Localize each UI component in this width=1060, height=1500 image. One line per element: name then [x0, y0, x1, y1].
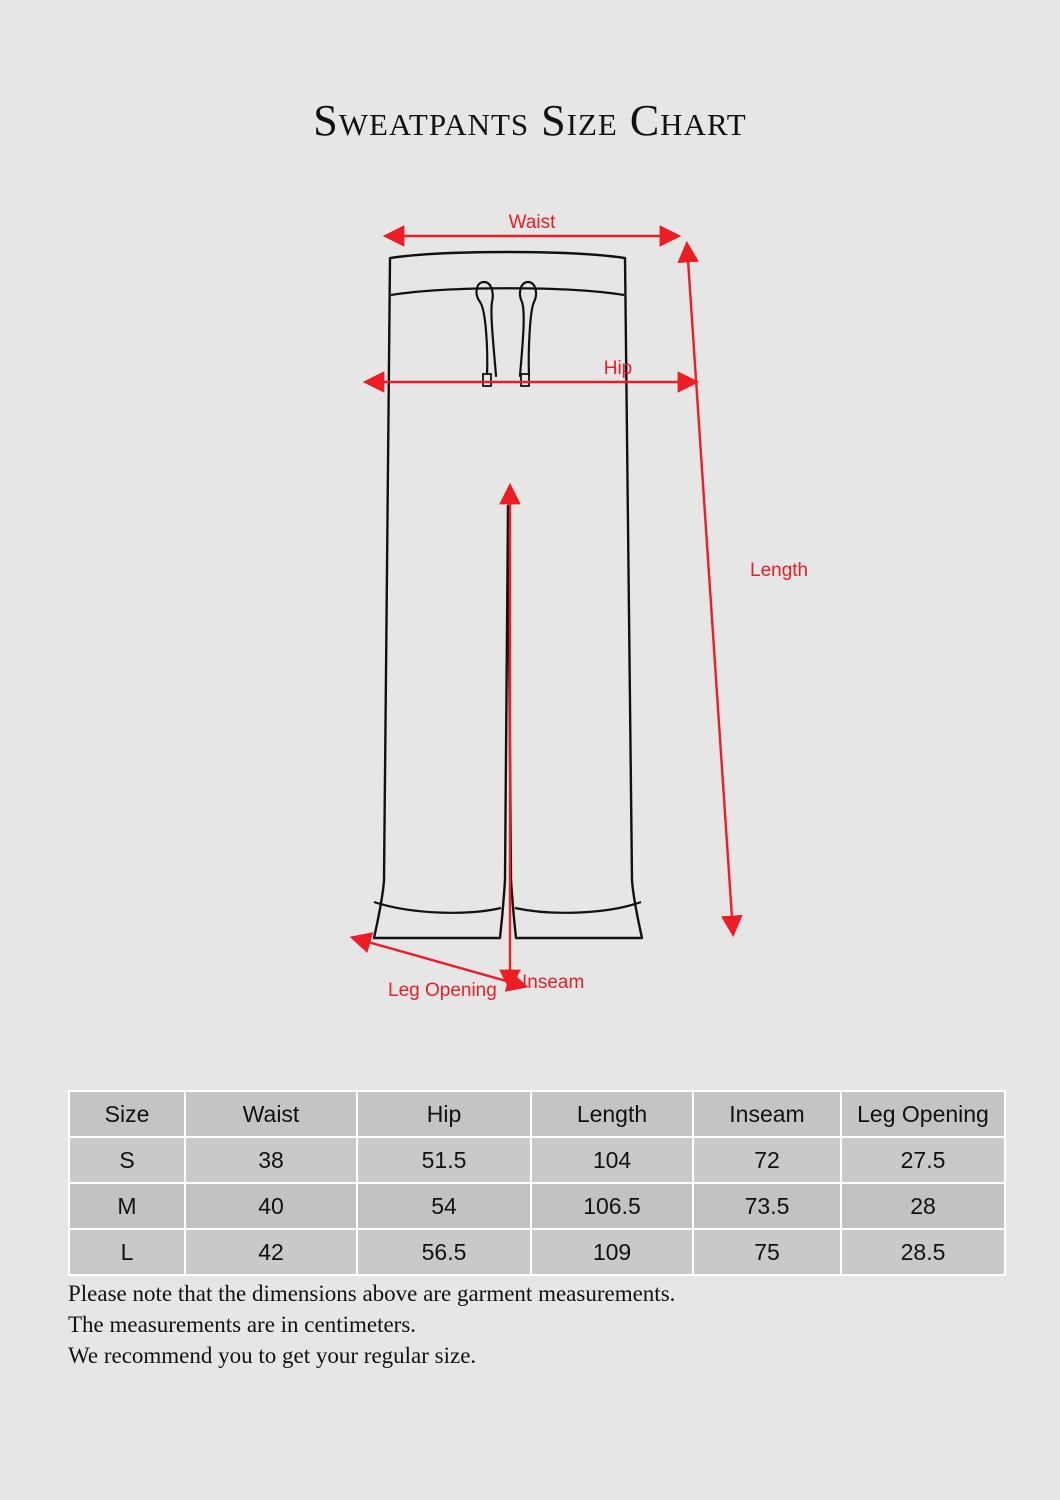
cell-leg-opening: 28.5 [841, 1229, 1005, 1275]
notes-block [68, 1278, 968, 1371]
cell-waist: 40 [185, 1183, 357, 1229]
label-waist: Waist [508, 212, 556, 233]
note-line-3: We recommend you to get your regular size. [68, 1343, 477, 1368]
cell-hip: 51.5 [357, 1137, 531, 1183]
column-header-hip: Hip [357, 1091, 531, 1137]
column-header-inseam: Inseam [693, 1091, 841, 1137]
measurement-waist [402, 212, 662, 236]
note-line-2: The measurements are in centimeters. [68, 1312, 417, 1337]
label-inseam: Inseam [522, 972, 585, 993]
cell-size: S [69, 1137, 185, 1183]
label-hip: Hip [603, 358, 633, 379]
size-table [68, 1090, 1006, 1276]
column-header-length: Length [531, 1091, 693, 1137]
cell-inseam: 73.5 [693, 1183, 841, 1229]
cell-waist: 42 [185, 1229, 357, 1275]
cell-size: L [69, 1229, 185, 1275]
label-leg-opening: Leg Opening [388, 980, 497, 1001]
cell-hip: 54 [357, 1183, 531, 1229]
note-line-1: Please note that the dimensions above are garment measurements. [68, 1281, 676, 1306]
size-table-container [68, 1090, 992, 1276]
measurement-leg-opening [368, 942, 510, 1001]
table-row [69, 1183, 1005, 1229]
sweatpants-diagram [270, 190, 830, 1020]
cell-size: M [69, 1183, 185, 1229]
table-header-row [69, 1091, 1005, 1137]
cell-length: 104 [531, 1137, 693, 1183]
column-header-waist: Waist [185, 1091, 357, 1137]
cell-length: 109 [531, 1229, 693, 1275]
table-row [69, 1137, 1005, 1183]
cell-leg-opening: 28 [841, 1183, 1005, 1229]
label-length: Length [750, 560, 809, 581]
measurement-length [688, 260, 808, 918]
cell-waist: 38 [185, 1137, 357, 1183]
column-header-leg-opening: Leg Opening [841, 1091, 1005, 1137]
cell-hip: 56.5 [357, 1229, 531, 1275]
cell-inseam: 72 [693, 1137, 841, 1183]
cell-leg-opening: 27.5 [841, 1137, 1005, 1183]
table-row [69, 1229, 1005, 1275]
garment-illustration [374, 252, 642, 950]
cell-inseam: 75 [693, 1229, 841, 1275]
page-title: Sweatpants Size Chart [313, 96, 747, 145]
cell-length: 106.5 [531, 1183, 693, 1229]
column-header-size: Size [69, 1091, 185, 1137]
